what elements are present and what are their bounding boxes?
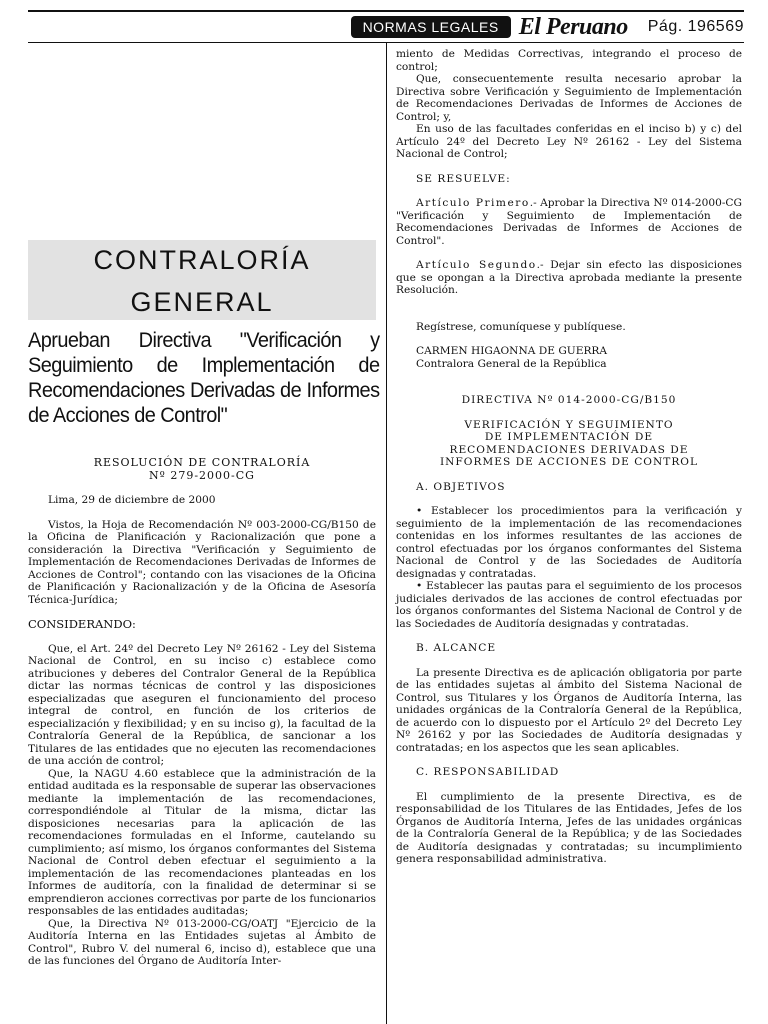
section-b-heading: B. ALCANCE [416,642,497,654]
directiva-subtitle-4: INFORMES DE ACCIONES DE CONTROL [439,456,699,468]
article-primero-label: Artículo Primero [416,197,530,209]
newspaper-logo: El Peruano [518,13,628,40]
directiva-subtitle-2: DE IMPLEMENTACIÓN DE [484,431,654,443]
directiva-title: DIRECTIVA Nº 014-2000-CG/B150 [461,394,677,406]
paragraph-considerando-1: Que, el Art. 24º del Decreto Ley Nº 26162 - Ley del Sistema Nacional de Control, en su inciso c) establece como atribuciones y deberes del Contralor General de la República dictar las normas técnicas de control y las disposiciones especializadas que aseguren el funcionamiento del proceso integral de control, en función de los criterios de especialización y flexibilidad; y en su inciso g), la facultad de la Contraloría General de la República, de sancionar a los Titulares de las entidades que no ejecuten las recomendaciones de una acción de control; [28,642,376,767]
top-rule [28,10,744,12]
responsabilidad-paragraph: El cumplimiento de la presente Directiva, es de responsabilidad de los Titulares de las Entidades, Jefes de los Órganos de Auditoría Interna, Jefes de las unidades orgánicas de la Contraloría General de la República; y de las Sociedades de Auditoría designadas y contratadas; su incumplimiento genera responsabilidad administrativa. [396,790,742,865]
article-primero [396,197,742,247]
section-label: NORMAS LEGALES [351,16,511,38]
resolution-title-line1: RESOLUCIÓN DE CONTRALORÍA [93,456,311,469]
resolution-date: Lima, 29 de diciembre de 2000 [48,494,216,506]
closing-formula: Regístrese, comuníquese y publíquese. [416,320,626,333]
article-segundo-text: .- Dejar sin efecto las disposiciones que se opongan a la Directiva aprobada mediante la presente Resolución. [396,259,742,296]
paragraph-considerando-4: Que, consecuentemente resulta necesario aprobar la Directiva sobre Verificación y Seguimiento de Implementación de Recomendaciones Derivadas de Informes de Acciones de Control; y, [396,73,742,123]
institution-name-line2: GENERAL [28,284,376,320]
directiva-subtitle-3: RECOMENDACIONES DERIVADAS DE [449,443,689,456]
resolution-title [28,456,376,482]
institution-banner [28,240,376,320]
directiva-subtitle-1: VERIFICACIÓN Y SEGUIMIENTO [464,418,674,431]
paragraph-considerando-3: Que, la Directiva Nº 013-2000-CG/OATJ "Ejercicio de la Auditoría Interna en las Entidades sujetas al Ámbito de Control", Rubro V. del numeral 6, inciso d), establece que una de las funciones del Órgano de Auditoría Inter- [28,917,376,967]
signer-name: CARMEN HIGAONNA DE GUERRA [416,345,608,357]
page-number: Pág. 196569 [647,18,744,35]
section-c-heading: C. RESPONSABILIDAD [416,766,560,778]
article-segundo-label: Artículo Segundo [416,259,537,271]
section-a-heading: A. OBJETIVOS [416,480,506,493]
considerando-heading: CONSIDERANDO: [28,617,136,631]
paragraph-vistos: Vistos, la Hoja de Recomendación Nº 003-2000-CG/B150 de la Oficina de Planificación y Racionalización que pone a consideración la Directiva "Verificación y Seguimiento de Implementación de Recomendaciones Derivadas de Informes de Acciones de Control"; contando con las visaciones de la Oficina de Planificación y Racionalización y de la Oficina de Asesoría Técnica-Jurídica; [28,518,376,606]
institution-name-line1: CONTRALORÍA [93,245,311,275]
article-segundo [396,259,742,297]
page-header [351,14,744,40]
article-primero-text: .- Aprobar la Directiva Nº 014-2000-CG "Verificación y Seguimiento de Implementación de Recomendaciones Derivadas de Informes de Acciones de Control". [396,197,743,247]
paragraph-considerando-2: Que, la NAGU 4.60 establece que la administración de la entidad auditada es la responsable de superar las observaciones mediante la implementación de las recomendaciones, correspondiéndole al Titular de la misma, dictar las disposiciones necesarias para la aplicación de las recomendaciones formuladas en el Informe, cautelando su cumplimiento; así mismo, los órganos conformantes del Sistema Nacional de Control deben efectuar el seguimiento a la implementación de las recomendaciones planteadas en los Informes de auditoría, con la finalidad de determinar si se emprendieron acciones correctivas por parte de los funcionarios responsables de las entidades auditadas; [28,767,376,917]
column-divider [386,42,387,1024]
left-column [28,240,380,968]
signer-title: Contralora General de la República [416,357,607,370]
objective-1: • Establecer los procedimientos para la verificación y seguimiento de la implementación de las recomendaciones contenidas en los informes resultantes de las acciones de control efectuadas por los órganos conformantes del Sistema Nacional de Control y de las Sociedades de Auditoría designadas y contratadas. [396,505,742,580]
se-resuelve-heading: SE RESUELVE: [416,172,511,185]
paragraph-considerando-5: En uso de las facultades conferidas en el inciso b) y c) del Artículo 24º del Decreto Ley Nº 26162 - Ley del Sistema Nacional de Control; [396,123,742,160]
paragraph-continued: miento de Medidas Correctivas, integrando el proceso de control; [396,48,742,73]
objective-2: • Establecer las pautas para el seguimiento de los procesos judiciales derivados de las acciones de control efectuadas por los órganos conformantes del Sistema Nacional de Control y de las Sociedades de Auditoría designadas y contratadas. [396,580,742,630]
resolution-number: Nº 279-2000-CG [149,469,255,482]
article-headline: Aprueban Directiva "Verificación y Seguimiento de Implementación de Recomendaciones Derivadas de Informes de Acciones de Control" [28,329,380,427]
alcance-paragraph: La presente Directiva es de aplicación obligatoria por parte de las entidades sujetas al ámbito del Sistema Nacional de Control, sus Titulares y los Órganos de Auditoría Interna, las unidades orgánicas de la Contraloría General de la República, de acuerdo con lo dispuesto por el Artículo 2º del Decreto Ley Nº 26162 y por las Sociedades de Auditoría designadas y contratadas; en los aspectos que les sean aplicables. [396,666,742,754]
right-column [396,48,742,866]
